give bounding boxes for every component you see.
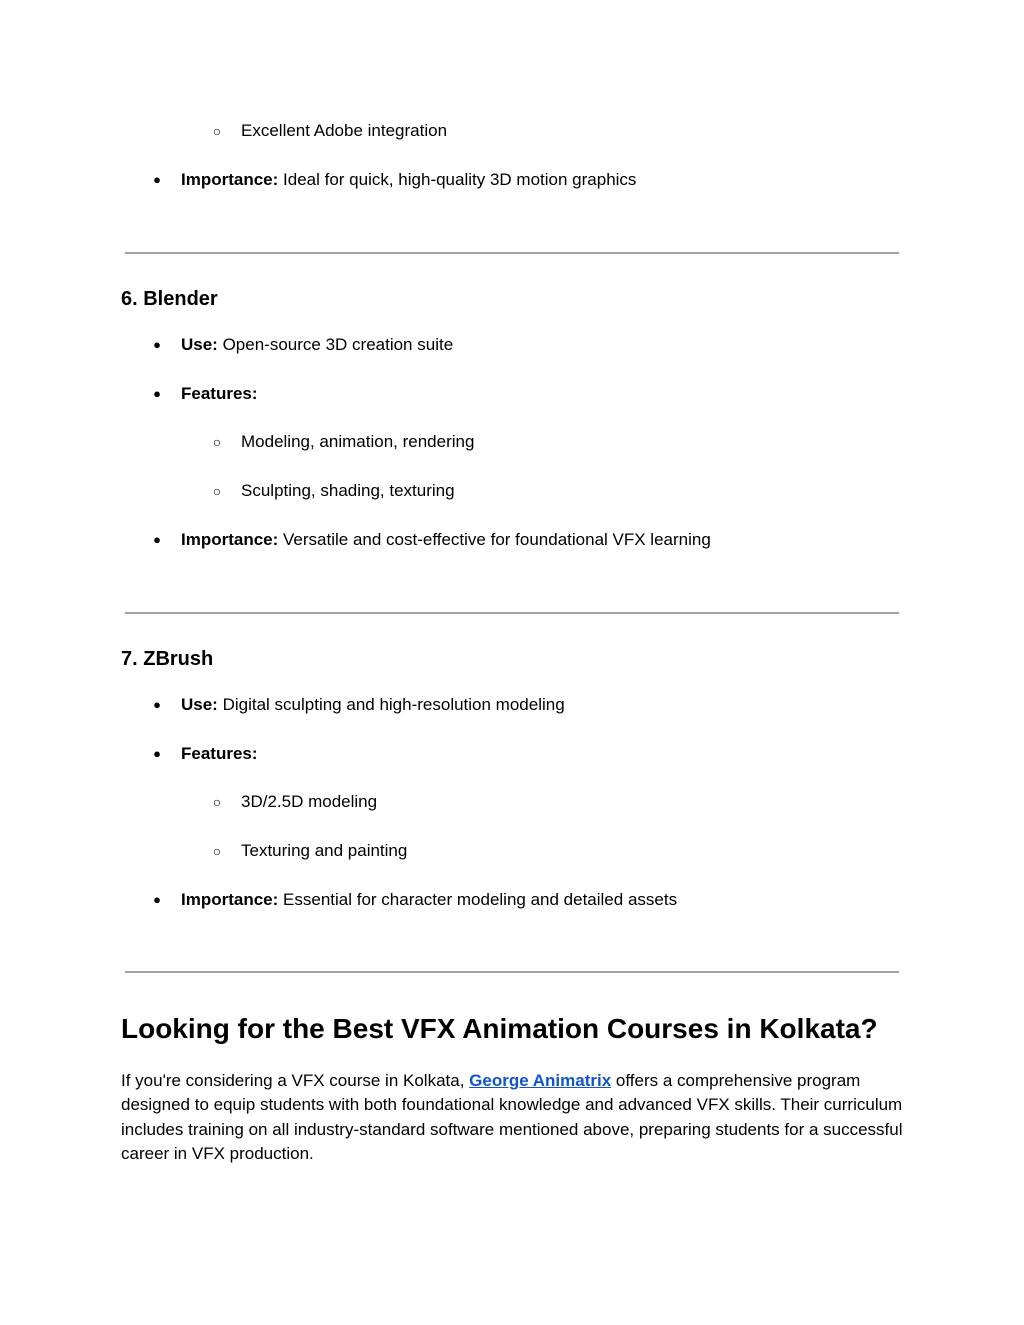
- importance-item: [181, 528, 711, 552]
- cta-heading: Looking for the Best VFX Animation Courses in Kolkata?: [121, 1013, 878, 1044]
- sub-bullet-icon: ○: [212, 794, 222, 810]
- section-heading-blender: 6. Blender: [121, 288, 218, 310]
- feature-item: Modeling, animation, rendering: [241, 432, 475, 451]
- cta-text-after: offers a comprehensive program designed to equip students with both foundational knowledge and advanced VFX skills. Their curriculum includes training on all industry-standard software mentioned above, preparing students for a successful career in VFX production.: [121, 1071, 903, 1163]
- use-label: Use:: [181, 335, 218, 354]
- divider: [125, 971, 899, 973]
- importance-label: Importance:: [181, 890, 279, 909]
- use-text: Digital sculpting and high-resolution modeling: [217, 695, 565, 714]
- sub-bullet-icon: ○: [212, 123, 222, 139]
- cta-text-before: If you're considering a VFX course in Kolkata,: [121, 1071, 470, 1090]
- bullet-icon: ●: [153, 746, 161, 761]
- section-heading-zbrush: 7. ZBrush: [121, 648, 214, 670]
- use-label: Use:: [181, 695, 218, 714]
- importance-text: Essential for character modeling and detailed assets: [278, 890, 678, 909]
- importance-text: Versatile and cost-effective for foundational VFX learning: [278, 530, 711, 549]
- george-animatrix-link[interactable]: George Animatrix: [469, 1071, 612, 1090]
- importance-text: Ideal for quick, high-quality 3D motion graphics: [278, 170, 637, 189]
- features-label: Features:: [181, 744, 258, 763]
- features-label: Features:: [181, 384, 258, 403]
- divider: [125, 252, 899, 254]
- feature-item: Sculpting, shading, texturing: [241, 481, 455, 500]
- sub-bullet-icon: ○: [212, 843, 222, 859]
- importance-item: [181, 168, 636, 192]
- bullet-icon: ●: [153, 697, 161, 712]
- feature-item: Texturing and painting: [241, 841, 408, 860]
- importance-item: [181, 888, 677, 912]
- bullet-icon: ●: [153, 172, 161, 187]
- sub-bullet-icon: ○: [212, 434, 222, 450]
- use-item: [181, 333, 453, 357]
- importance-label: Importance:: [181, 530, 279, 549]
- feature-item: Excellent Adobe integration: [241, 121, 448, 140]
- use-text: Open-source 3D creation suite: [217, 335, 454, 354]
- bullet-icon: ●: [153, 337, 161, 352]
- importance-label: Importance:: [181, 170, 279, 189]
- bullet-icon: ●: [153, 892, 161, 907]
- sub-bullet-icon: ○: [212, 483, 222, 499]
- divider: [125, 612, 899, 614]
- feature-item: 3D/2.5D modeling: [241, 792, 378, 811]
- cta-paragraph: [121, 1069, 911, 1166]
- bullet-icon: ●: [153, 532, 161, 547]
- use-item: [181, 693, 565, 717]
- bullet-icon: ●: [153, 386, 161, 401]
